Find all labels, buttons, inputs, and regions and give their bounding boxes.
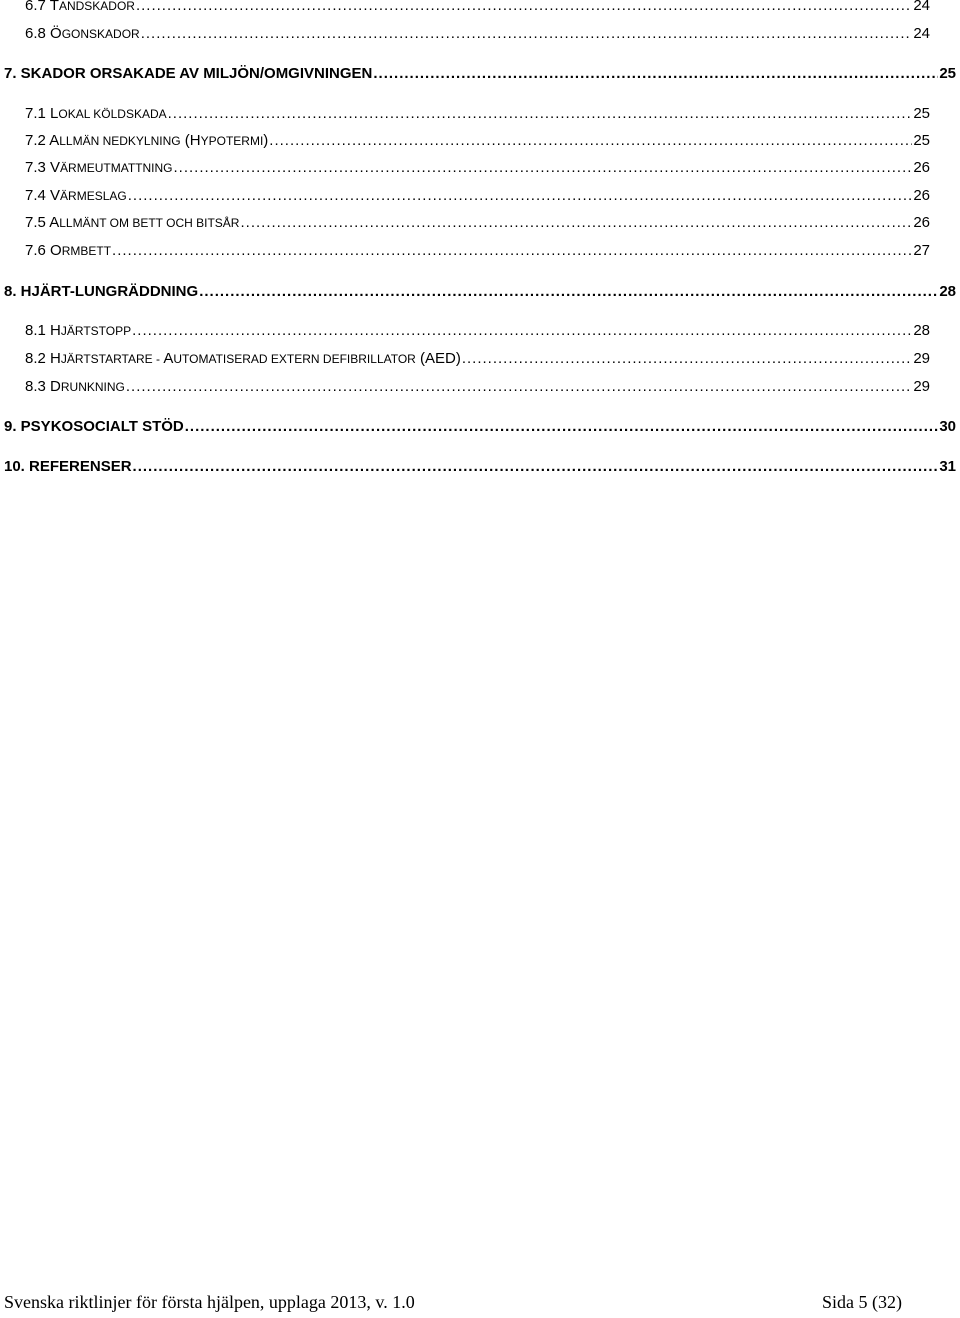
page-number: 26: [913, 214, 930, 231]
entry-title: 8.2 HJÄRTSTARTARE - AUTOMATISERAD EXTERN DEFIBRILLATOR (AED): [25, 350, 461, 367]
page-number: 28: [939, 283, 956, 300]
entry-title: 7.5 ALLMÄNT OM BETT OCH BITSÅR: [25, 214, 240, 231]
toc-entry-7-5[interactable]: [25, 214, 930, 231]
page-number: 28: [913, 322, 930, 339]
dot-leader: [168, 105, 913, 122]
footer-page-number: Sida 5 (32): [822, 1292, 902, 1312]
entry-title: 7. SKADOR ORSAKADE AV MILJÖN/OMGIVNINGEN: [4, 65, 373, 82]
toc-entry-6-8[interactable]: [25, 25, 930, 42]
toc-entry-6-7[interactable]: [25, 0, 930, 14]
page-number: 29: [913, 378, 930, 395]
toc-entry-7-6[interactable]: [25, 242, 930, 259]
toc-entry-8-2[interactable]: [25, 350, 930, 367]
page-number: 31: [939, 458, 956, 475]
toc-entry-8-1[interactable]: [25, 322, 930, 339]
entry-title: 8.1 HJÄRTSTOPP: [25, 322, 132, 339]
entry-title: 7.6 ORMBETT: [25, 242, 112, 259]
page-number: 30: [939, 418, 956, 435]
dot-leader: [269, 132, 912, 149]
dot-leader: [240, 214, 912, 231]
entry-title: 6.8 ÖGONSKADOR: [25, 25, 140, 42]
toc-entry-7-1[interactable]: [25, 105, 930, 122]
entry-title: 7.1 LOKAL KÖLDSKADA: [25, 105, 167, 122]
dot-leader: [136, 0, 912, 14]
dot-leader: [462, 350, 912, 367]
toc-entry-7[interactable]: [4, 65, 956, 82]
toc-entry-8-3[interactable]: [25, 378, 930, 395]
toc-entry-8[interactable]: [4, 283, 956, 300]
dot-leader: [126, 378, 912, 395]
page-number: 25: [913, 105, 930, 122]
footer-title: Svenska riktlinjer för första hjälpen, upplaga 2013, v. 1.0: [4, 1292, 415, 1312]
page-footer: [4, 1292, 902, 1313]
dot-leader: [141, 25, 913, 42]
toc-entry-7-2[interactable]: [25, 132, 930, 149]
dot-leader: [112, 242, 912, 259]
dot-leader: [128, 187, 913, 204]
toc-entry-10[interactable]: [4, 458, 956, 475]
dot-leader: [133, 458, 939, 475]
page-number: 27: [913, 242, 930, 259]
entry-title: 7.4 VÄRMESLAG: [25, 187, 127, 204]
entry-title: 6.7 TANDSKADOR: [25, 0, 135, 14]
dot-leader: [373, 65, 938, 82]
entry-title: 8. HJÄRT-LUNGRÄDDNING: [4, 283, 199, 300]
toc-entry-7-3[interactable]: [25, 159, 930, 176]
entry-title: 7.3 VÄRMEUTMATTNING: [25, 159, 173, 176]
entry-title: 8.3 DRUNKNING: [25, 378, 125, 395]
entry-title: 7.2 ALLMÄN NEDKYLNING (HYPOTERMI): [25, 132, 269, 149]
dot-leader: [173, 159, 912, 176]
page-number: 26: [913, 187, 930, 204]
page-number: 25: [939, 65, 956, 82]
page-number: 25: [913, 132, 930, 149]
entry-title: 9. PSYKOSOCIALT STÖD: [4, 418, 184, 435]
page-number: 29: [913, 350, 930, 367]
page-number: 24: [913, 0, 930, 14]
toc-entry-7-4[interactable]: [25, 187, 930, 204]
dot-leader: [132, 322, 912, 339]
toc-entry-9[interactable]: [4, 418, 956, 435]
page-number: 26: [913, 159, 930, 176]
dot-leader: [185, 418, 939, 435]
dot-leader: [199, 283, 938, 300]
page-number: 24: [913, 25, 930, 42]
entry-title: 10. REFERENSER: [4, 458, 132, 475]
